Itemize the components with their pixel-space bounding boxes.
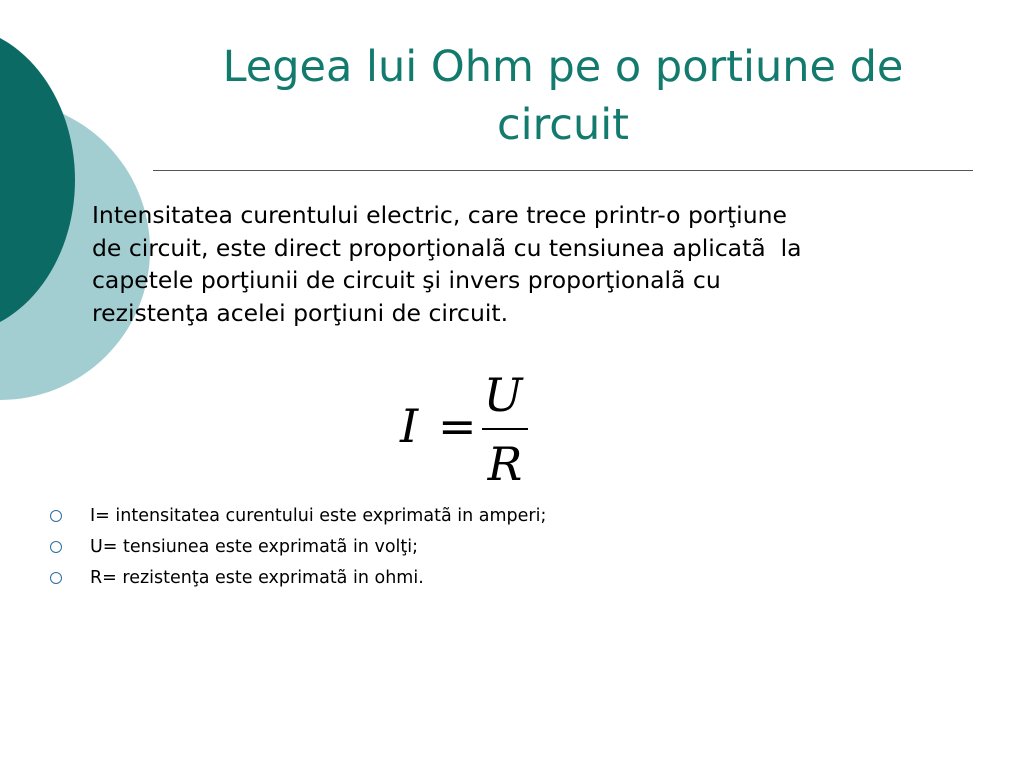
formula-numerator: U bbox=[483, 368, 523, 422]
intro-paragraph: Intensitatea curentului electric, care trece printr-o porţiune de circuit, este direct proporţionalã cu tensiunea aplicatã la capetele porţiunii de circuit şi invers proporţionalã cu rezistenţa acelei porţiuni de circuit. bbox=[92, 201, 802, 327]
title-divider bbox=[153, 170, 973, 171]
hollow-circle-bullet-icon bbox=[50, 572, 62, 584]
formula-equals: = bbox=[438, 399, 477, 453]
hollow-circle-bullet-icon bbox=[50, 541, 62, 553]
definition-resistance: R= rezistenţa este exprimatã in ohmi. bbox=[90, 567, 424, 588]
definitions-list bbox=[50, 500, 950, 593]
ohms-law-formula bbox=[396, 366, 546, 490]
list-item bbox=[50, 531, 950, 562]
formula-svg bbox=[396, 366, 546, 490]
definition-voltage: U= tensiunea este exprimatã in volţi; bbox=[90, 536, 419, 557]
slide-title: Legea lui Ohm pe o portiune de circuit bbox=[222, 42, 904, 150]
list-item bbox=[50, 500, 950, 531]
formula-denominator: R bbox=[487, 437, 523, 490]
list-item bbox=[50, 562, 950, 593]
hollow-circle-bullet-icon bbox=[50, 510, 62, 522]
definition-current: I= intensitatea curentului este exprimatã in amperi; bbox=[90, 505, 547, 526]
formula-lhs: I bbox=[400, 399, 419, 453]
